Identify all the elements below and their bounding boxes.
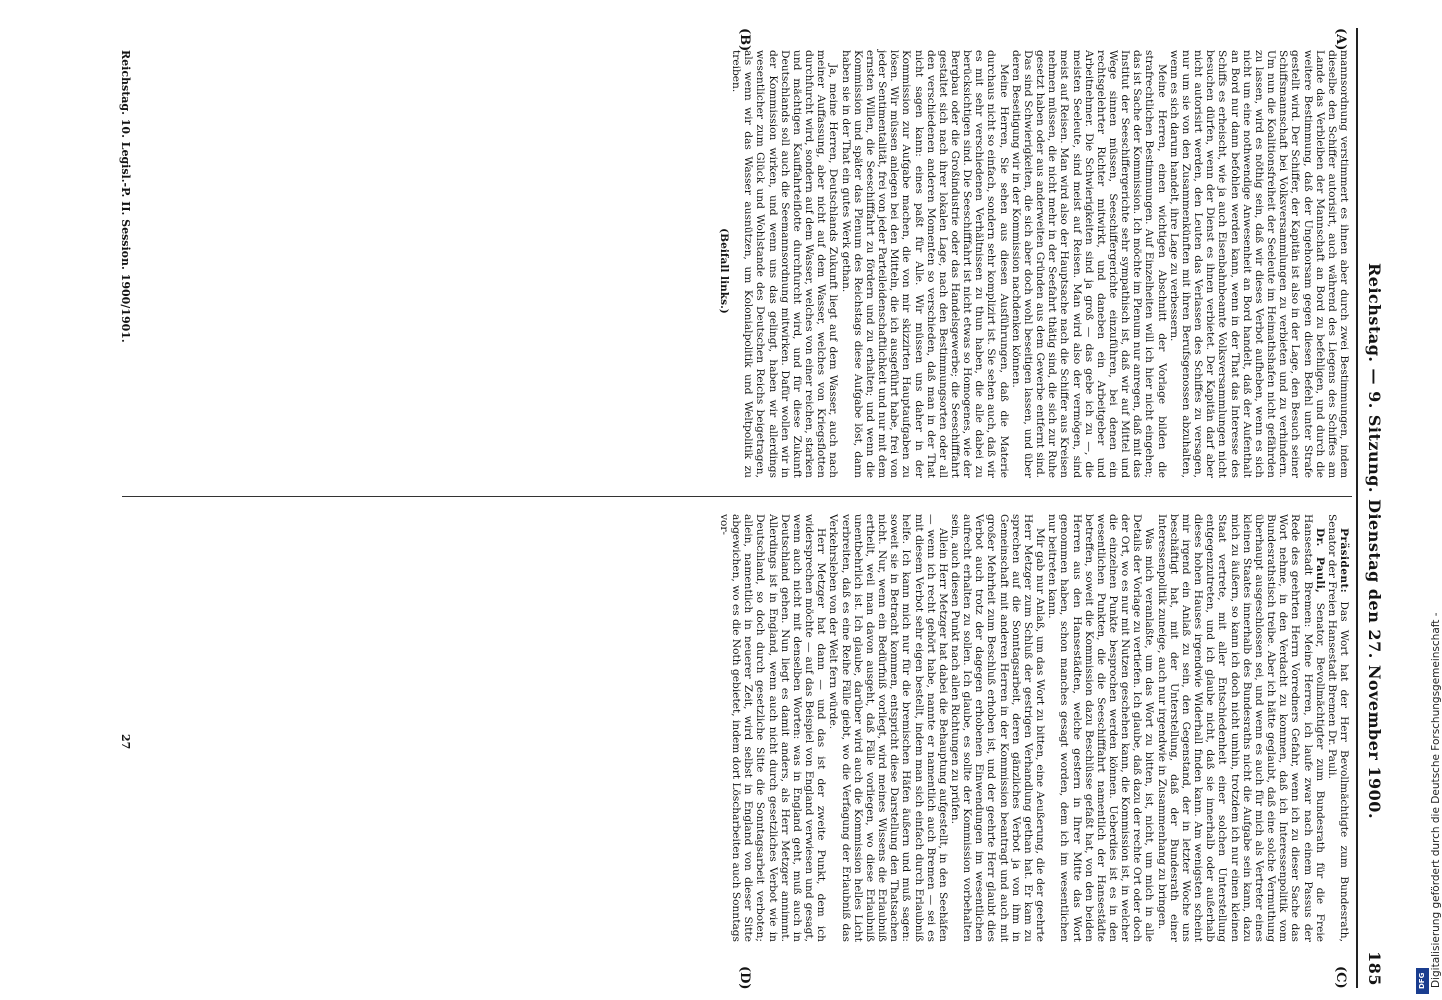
header-rule bbox=[1357, 28, 1359, 988]
footer-signature-number: 27 bbox=[119, 734, 132, 750]
margin-marker-d: (D) bbox=[737, 966, 752, 990]
running-head-title: Reichstag. — 9. Sitzung. Dienstag den 27. November 1900. bbox=[1365, 263, 1384, 820]
paragraph-text: Das Wort hat der Herr Bevollmächtigte zum Bundesrath, Senator der Freien Hansestadt Bremen Dr. Pauli. bbox=[1325, 514, 1350, 942]
speaker-label: Präsident: bbox=[1338, 528, 1350, 594]
paragraph: Meine Herren, einen wichtigen Abschnitt der Vorlage bilden die strafrechtlichen Bestimmungen. Auf Einzelheiten will ich hier nicht eingehen; das ist Sache der Kommission. Ich möchte im Plenum nur anregen, daß mit das Institut der Seeschiffergerichte sehr sympathisch ist, daß wir auf Mittel und Wege sinnen müssen, Seeschiffergerichte einzuführen, bei denen ein rechtsgelehrter Richter mitwirkt, und daneben ein Arbeitgeber und Arbeitnehmer. Die Schwierigkeiten sind ja groß — das gebe ich zu —, die meisten Seeleute, sind meist auf Reisen. Man wird also der vermögen, sind meist auf Reisen. Man wird also der Hauptsache nach die Schiffer aus Kreisen nehmen müssen, die nicht mehr in der Seefahrt thätig sind, die sich zur Ruhe gesetzt haben oder aus anderweiten Gründen aus dem Gewerbe entfernt sind. Das sind Schwierigkeiten, die sich aber doch wohl beseitigen lassen, und über deren Beseitigung wir in der Kommission nachdenken können. bbox=[1009, 50, 1168, 478]
column-rule bbox=[122, 496, 1352, 497]
paragraph: Allein Herr Metzger hat dabei die Behauptung aufgestellt, in den Seehäfen — wenn ich recht gehört habe, nannte er namentlich auch Bremen — sei es mit diesem Verbot sehr eigen bestellt, indem man sich einfach durch Erlaubniß helfe. Ich kann mich nur für die bremischen Häfen äußern und muß sagen: soweit sie in Betracht kommen, entspricht diese Darstellung den Thatsachen nicht. Nur, wenn ein Bedürfniß vorliegt, wird meines Wissens die Erlaubniß ertheilt, weil man davon ausgeht, daß Fälle vorliegen, wo diese Erlaubniß unentbehrlich ist. Ich glaube, darüber wird auch die Kommission helles Licht verbreiten, daß es eine Reihe Fälle giebt, wo die Verfagung der Erlaubniß das Verkehrsleben von der Welt fern würde. bbox=[827, 514, 949, 942]
page-number: 185 bbox=[1365, 951, 1384, 986]
paragraph bbox=[1156, 514, 1326, 942]
paragraph-text: Senator, Bevollmächtigter zum Bundesrath für die Freie Hansestadt Bremen: Meine Herren, ich laufe zwar nach einem Passus der Rede des geehrten Herrn Vorredners Gefahr, wenn ich zu dieser Sache das Wort nehme, in den Verdacht zu kommen, daß ich Interessenpolitik vom Bundesrathstisch treibe. Aber ich hätte geglaubt, daß eine solche Vermuthung überhaupt ausgeschlossen sei, und wenn es auch für mich als Vertreter eines kleinen Staates innerhalb des Bundesraths nicht die Aufgabe sein kann, dazu mich zu äußern, so kann ich doch nicht umhin, trotzdem ich nur einen kleinen Staat vertrete, mit aller Entschiedenheit einer solchen Unterstellung entgegenzutreten, und ich glaube nicht, daß sie innerhalb oder außerhalb dieses hohen Hauses irgendwie Widerhall finden kann. Am wenigsten scheint mir irgend ein Anlaß zu sein, den Gegenstand, der in letzter Woche uns beschäftigt hat, mit der Unterstellung, daß der Bundesrath einer Interessenpolitik zuneige, auch nur irgendwie in Zusammenhang zu bringen. bbox=[1155, 514, 1326, 943]
margin-marker-b: (B) bbox=[737, 28, 752, 52]
paragraph bbox=[1326, 514, 1350, 942]
paragraph: Mir gab nur Anlaß, um das Wort zu bitten, eine Aeußerung, die der geehrte Herr Metzger zum Schluß der gestrigen Verhandlung gethan hat. Er kam zu sprechen auf die Sonntagsarbeit, deren gänzliches Verbot ja von ihm in Gemeinschaft mit anderen Herren in der Kommission beantragt und auch mit großer Mehrheit zum Beschluß erhoben ist, und der geehrte Herr glaubt dies Verbot auch trotz der dagegen erhobenen Einwendungen im wesentlichen aufrecht erhalten zu sollen. Ich glaube, es sollte der Kommission vorbehalten sein, auch diesen Punkt nach allen Richtungen zu prüfen. bbox=[949, 514, 1047, 942]
digitization-credit bbox=[1412, 0, 1442, 1000]
right-column bbox=[140, 514, 1350, 942]
approval-note: (Beifall links.) bbox=[718, 228, 731, 314]
rotated-page bbox=[46, 28, 1386, 988]
paragraph: Herr Metzger hat dann — und das ist der zweite Punkt, dem ich widersprechen möchte — auf das Beispiel von England verwiesen und gesagt, wenn auch nicht mit denselben Worten: was in England geht, muß auch in Deutschland gehen. Nun liegt es damit anders, als Herr Metzger annimmt. Allerdings ist in England, wenn auch nicht durch gesetzliches Verbot wie in Deutschland, so doch durch gesetzliche Sitte die Sonntagsarbeit verboten; allein, namentlich in neuerer Zeit, wird selbst in England von dieser Sitte abgewichen, wo es die Noth gebietet, indem dort Löscharbeiten auch Sonntags vor- bbox=[718, 514, 828, 942]
footer-session: Reichstag. 10. Legisl.-P. II. Session. 1900/1901. bbox=[119, 50, 132, 343]
paragraph: Ja, meine Herren, Deutschlands Zukunft liegt auf dem Wasser, auch nach meiner Auffassung, aber nicht auf dem Wasser, welches von Kriegsflotten durchfurcht wird, sondern auf dem Wasser, welches von einer reichen, starken und mächtigen Kauffahrteiflotte durchfurcht wird, und für diese Zukunft Deutschlands soll auch die Seemannsordnung mitwirken. Dafür wollen wir in der Kommission wirken, und wenn uns das gelingt, haben wir allerdings wesentlicher zum Glück und Wohlstande des Deutschen Reichs beigetragen, als wenn wir das Wasser ausnützen, um Kolonialpolitik und Weltpolitik zu treiben. bbox=[730, 50, 840, 478]
credit-text: Digitalisierung gefördert durch die Deutsche Forschungsgemeinschaft - bbox=[1430, 612, 1442, 988]
margin-marker-c: (C) bbox=[1333, 966, 1348, 989]
margin-marker-a: (A) bbox=[1333, 28, 1348, 51]
speaker-label: Dr. Pauli, bbox=[1313, 528, 1326, 594]
paragraph: Meine Herren, Sie sehen aus diesen Ausführungen, daß die Materie durchaus nicht so einfach, sondern sehr komplizirt ist. Sie sehen auch, daß wir es mit sehr verschiedenen Verhältnissen zu thun haben, die alle dabei zu berücksichtigen sind. Die Seeschifffahrt ist nicht etwas so Homogenes, wie der Bergbau oder die Großindustrie oder das Handelsgewerbe; die Seeschifffahrt gestaltet sich nach ihrer lokalen Lage, nach den Bestimmungsorten oder all den verschiedenen anderen Momenten so verschieden, daß man in der That nicht sagen kann: eines paßt für Alle. Wir müssen uns daher in der Kommission zur Aufgabe machen, die von mir skizzirten Hauptaufgaben zu lösen. Wir müssen anlegen bei den Mitteln, die ich ausgeführt habe, frei von jeder Sentimentalität, frei von jeder Parteileidenschaftlichkeit und nur mit dem ernsten Willen, die Seeschifffahrt zu fördern und zu erhalten; und wenn die Kommission und später das Plenum des Reichstags diese Aufgabe löst, dann haben sie in der That ein gutes Werk gethan. bbox=[839, 50, 1010, 478]
running-head bbox=[1360, 28, 1386, 988]
paragraph: Was mich veranlaßte, um das Wort zu bitten, ist, nicht, um mich in alle Details der Vorlage zu vertiefen. Ich glaube, daß dazu der rechte Ort oder doch der Ort, wo es nur mit Nutzen geschehen kann, die Kommission ist, in welcher die einzelnen Punkte besprochen werden können. Ueberdies ist es in den wesentlichen Punkten, die die Seeschifffahrt namentlich der Hansestädte betreffen, soweit die Kommission dazu Beschlüsse gefaßt hat, von den beiden Herren aus den Hansestädten, welche gestern in Ihrer Mitte das Wort genommen haben, schon manches gesagt worden, dem ich im wesentlichen nur beitreten kann. bbox=[1046, 514, 1156, 942]
dfg-logo-icon: DFG bbox=[1416, 968, 1429, 994]
left-column bbox=[140, 50, 1350, 478]
paragraph: mannsordnung verstimmert es ihnen aber durch zwei Bestimmungen, indem dieselbe den Schiffer autorisirt, auch während des Liegens des Schiffes am Lande das Verbleiben der Mannschaft an Bord zu befehligen, und durch die weitere Bestimmung, daß der Ungehorsam gegen diesen Befehl unter Strafe gestellt wird. Der Schiffer, der Kapitän ist also in der Lage, den Besuch seiner Schiffsmannschaft bei Volksversammlungen zu verbieten und zu verhindern. Um nun die Koalitionsfreiheit der Seeleute im Heimathshafen nicht gefährden zu lassen, wird es nöthig sein, daß wir dieses Verbot aufheben, wenn es sich nicht um eine nothwendige Anwesenheit an Bord handelt, daß der Aufenthalt an Bord nur dann befohlen werden kann, wenn in der That das Interesse des Schiffs es erheischt, wie ja auch Eisenbahnbeamte Volksversammlungen nicht besuchen dürfen, wenn der Dienst es ihnen verbietet. Der Kapitän darf aber nicht autorisirt werden, den Leuten das Verlassen des Schiffes zu versagen, nur um sie von den Zusammenkünften mit ihren Berufsgenossen abzuhalten, wenn es sich darum handelt, ihre Lage zu verbessern. bbox=[1167, 50, 1350, 478]
